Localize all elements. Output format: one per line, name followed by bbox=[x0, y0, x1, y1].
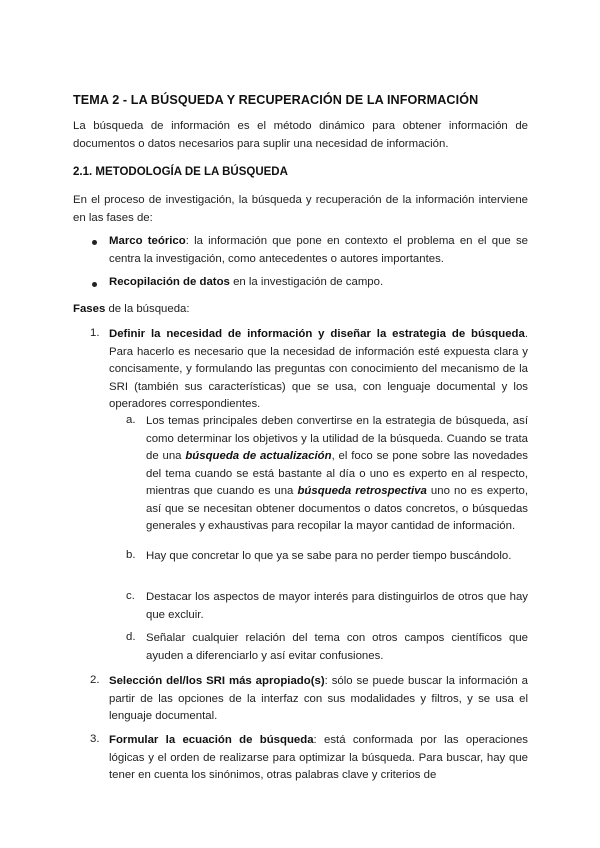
fases-text: de la búsqueda: bbox=[105, 303, 190, 315]
step-text: : sólo se puede buscar la información a partir de las opciones de la interfaz con sus modalidades y filtros, y se usa el lenguaje documental. bbox=[109, 675, 528, 722]
step-bold: Selección del/los SRI más apropiado(s) bbox=[109, 675, 325, 687]
bullet-bold: Marco teórico bbox=[109, 235, 186, 247]
step-bold: Definir la necesidad de información y diseñar la estrategia de búsqueda bbox=[109, 328, 525, 340]
step-text: . Para hacerlo es necesario que la necesidad de información esté expuesta clara y concisamente, y formulando las preguntas con conocimiento del mecanismo de la SRI (también sus características) que se usa, con lenguaje documental y los operadores correspondientes. bbox=[109, 328, 528, 410]
substep-text: uno no es experto, así que se necesitan obtener documentos o datos concretos, o búsquedas generales y exhaustivas para recopilar la mayor cantidad de información. bbox=[146, 485, 528, 532]
substep-letter: b. bbox=[126, 549, 136, 561]
substep-text: , el foco se pone sobre las novedades del tema cuando se está bastante al día o uno es experto en al respecto, mientras que cuando es una bbox=[146, 450, 528, 497]
substep-item bbox=[146, 548, 528, 566]
step-item bbox=[109, 326, 528, 414]
substep-bold-italic: búsqueda de actualización bbox=[185, 450, 332, 462]
bullet-text: en la investigación de campo. bbox=[229, 276, 384, 288]
substep-letter: a. bbox=[126, 414, 136, 426]
substep-item bbox=[146, 413, 528, 536]
step-bold: Formular la ecuación de búsqueda bbox=[109, 734, 314, 746]
bullet-item bbox=[109, 233, 528, 268]
substep-letter: d. bbox=[126, 631, 136, 643]
fases-line bbox=[73, 301, 528, 319]
bullet-dot bbox=[92, 282, 97, 287]
substep-item bbox=[146, 630, 528, 665]
substep-text: Destacar los aspectos de mayor interés para distinguirlos de otros que hay que excluir. bbox=[146, 591, 528, 621]
substep-bold-italic: búsqueda retrospectiva bbox=[297, 485, 427, 497]
fases-bold: Fases bbox=[73, 303, 106, 315]
step-item bbox=[109, 673, 528, 726]
step-number: 3. bbox=[90, 733, 100, 745]
step-number: 2. bbox=[90, 674, 100, 686]
intro-paragraph: La búsqueda de información es el método dinámico para obtener información de documentos o datos necesarios para suplir una necesidad de información. bbox=[73, 120, 528, 150]
substep-text: Señalar cualquier relación del tema con otros campos científicos que ayuden a diferenciarlo y así evitar confusiones. bbox=[146, 632, 528, 662]
page-title: TEMA 2 - LA BÚSQUEDA Y RECUPERACIÓN DE LA INFORMACIÓN bbox=[73, 93, 479, 107]
section-title: 2.1. METODOLOGÍA DE LA BÚSQUEDA bbox=[73, 166, 288, 178]
bullet-item bbox=[109, 274, 528, 292]
section-intro-paragraph: En el proceso de investigación, la búsqueda y recuperación de la información interviene en las fases de: bbox=[73, 194, 528, 224]
substep-letter: c. bbox=[126, 590, 135, 602]
step-text: : está conformada por las operaciones lógicas y el orden de realizarse para optimizar la búsqueda. Para buscar, hay que tener en cuenta los sinónimos, otras palabras clave y criterios de bbox=[109, 734, 528, 781]
bullet-bold: Recopilación de datos bbox=[109, 276, 230, 288]
substep-item bbox=[146, 589, 528, 624]
bullet-text: : la información que pone en contexto el problema en el que se centra la investigación, como antecedentes o autores importantes. bbox=[109, 235, 528, 265]
step-item bbox=[109, 732, 528, 785]
substep-text: Los temas principales deben convertirse en la estrategia de búsqueda, así como determinar los objetivos y la utilidad de la búsqueda. Cuando se trata de una bbox=[146, 415, 528, 462]
step-number: 1. bbox=[90, 327, 100, 339]
substep-text: Hay que concretar lo que ya se sabe para no perder tiempo buscándolo. bbox=[146, 550, 512, 562]
bullet-dot bbox=[92, 240, 97, 245]
